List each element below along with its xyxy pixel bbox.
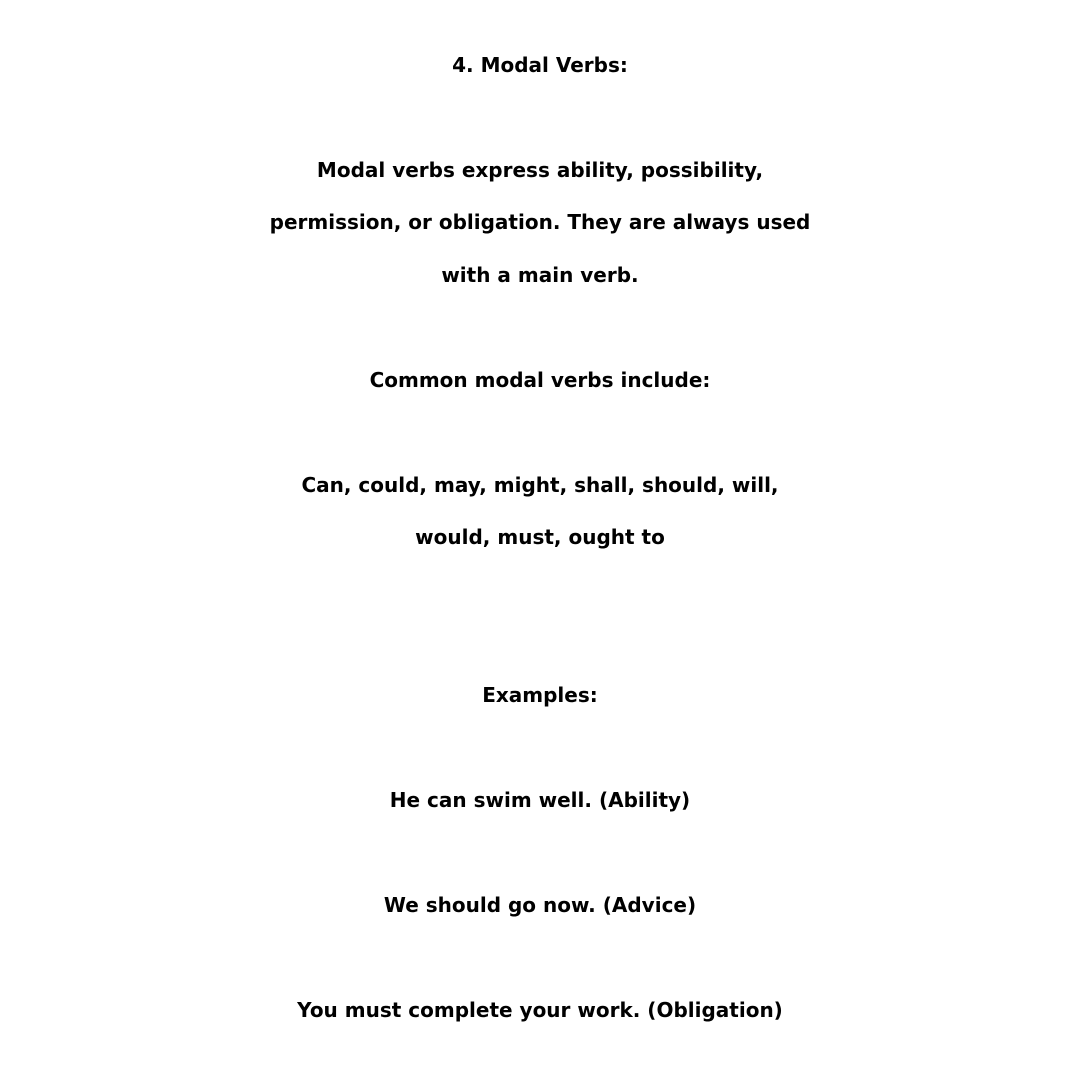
common-verbs-label: Common modal verbs include: [369,368,711,392]
section-heading: 4. Modal Verbs: [452,53,628,77]
definition-line-2: permission, or obligation. They are always used [269,210,811,234]
example-ability: He can swim well. (Ability) [389,788,691,812]
definition-line-1: Modal verbs express ability, possibility, [316,158,764,182]
example-obligation: You must complete your work. (Obligation) [297,998,783,1022]
examples-label: Examples: [482,683,598,707]
verb-list-line-1: Can, could, may, might, shall, should, will, [301,473,779,497]
example-advice: We should go now. (Advice) [383,893,697,917]
verb-list-line-2: would, must, ought to [415,525,665,549]
definition-line-3: with a main verb. [441,263,639,287]
